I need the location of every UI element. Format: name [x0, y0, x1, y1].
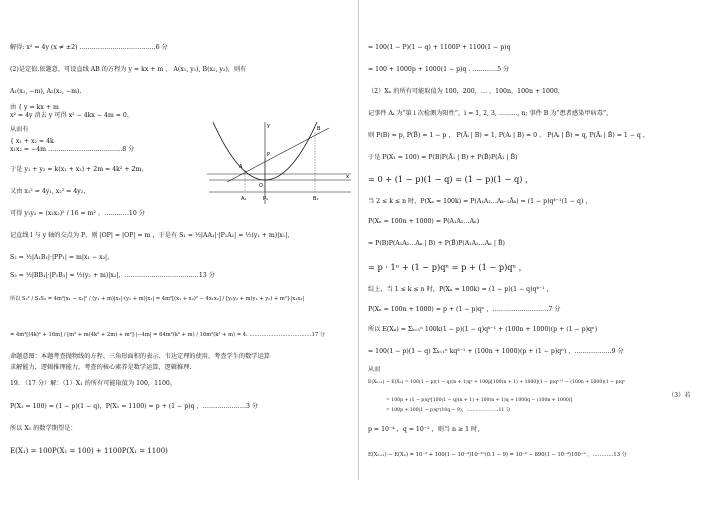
text-line: { x₁ + x₂ = 4k — [10, 138, 54, 145]
text-line: 所以 E(Xₙ) = Σₖ₌₁ⁿ 100k(1 − p)(1 − q)qᵏ⁻¹ + (100n + 1000)(p + (1 − p)qⁿ) — [368, 326, 598, 333]
text-line: 记直线 l 与 y 轴的交点为 P，则 |OP| = |OP| = m ，于是有 S₁ = ½|AA₁|·|P₁A₁| = ½(y₁ + m)|x₁|， — [10, 232, 294, 239]
text-line: 从而 — [368, 366, 381, 373]
text-line: 于是 P(X₁ = 100) = P(B)P(Ā₁ | B) + P(B̄)P(Ā₁ | B̄) — [368, 154, 518, 161]
text-line: P(Xₙ = 100n + 1000) = P(A₁A₂…Aₙ) — [368, 218, 480, 225]
text-line: = 100(1 − p)(1 − q) Σₖ₌₁ⁿ kqᵏ⁻¹ + (100n + 1000)(p + (1 − p)qⁿ) ，………………9 分 — [368, 348, 624, 355]
text-line: 则 P(B) = p, P(B̄) = 1 − p ， P(Āᵢ | B) = 1, P(Aᵢ | B) = 0 ， P(Aᵢ | B̄) = q, P(Āᵢ | B̄) = 1 − q ， — [368, 132, 650, 139]
text-line: 由 { y = kx + m — [10, 104, 59, 111]
text-line: 所以 X₁ 的数学期望是： — [10, 425, 77, 432]
right-column — [368, 0, 713, 508]
formula-line: E(Xₙ₊₁) − E(Xₙ) = 100(1 − p)(1 − q)(n + 1)qⁿ + 100p[100(n + 1) + 1000](1 − p)qⁿ⁺¹ − (100n + 1000)(1 − p)qⁿ — [368, 380, 626, 385]
text-line: 当 2 ≤ k ≤ n 时，P(Xₙ = 100k) = P(A₁A₂…Aₖ₋₁Āₖ) = (1 − p)qᵏ⁻¹(1 − q) ， — [368, 198, 592, 205]
text-line: 命题意图：本题考查抛物线的方程、三角形面积的表示、韦达定理的使用，考查学生的数学运算 — [10, 353, 270, 360]
column-divider — [358, 0, 359, 480]
text-line: = P(B)P(A₁A₂…Aₙ | B) + P(B̄)P(A₁A₂…Aₙ | B̄) — [368, 240, 505, 247]
label-o: O — [259, 183, 263, 189]
text-line: S₂ = ½|A₁B₁|·|PP₁| = m|x₁ − x₂|， — [10, 254, 114, 261]
text-line: 综上，当 1 ≤ k ≤ n 时，P(Xₙ = 100k) = (1 − p)(1 − q)qᵏ⁻¹ ， — [368, 286, 553, 293]
text-line: = 100(1 − P)(1 − q) + 1100P + 1100(1 − p)q — [368, 44, 511, 51]
text-line: （3）若 — [668, 392, 691, 399]
label-b: B — [317, 126, 321, 132]
formula-line: = 100p + 100(1 − p)qⁿ(10q − 9)，…………………11 分 — [386, 408, 511, 413]
formula-line: = 100p + (1 − p)qⁿ[100(1 − q)(n + 1) + 100(n + 1)q + 1000q − (100n + 1000)] — [386, 398, 573, 403]
text-line: = 0 + (1 − p)(1 − q) = (1 − p)(1 − q) ， — [368, 174, 534, 184]
text-line: A₁(x₁, −m), A₂(x₂, −m). — [10, 88, 82, 95]
text-line: 记事件 Aᵢ 为“第 i 次检测为阳性”，i = 1, 2, 3, ………, n; 事件 B 为“患者感染甲病毒”， — [368, 110, 613, 117]
text-line: = 100 + 1000p + 1000(1 − p)q . …………5 分 — [368, 66, 510, 73]
formula-line: = 4m²[(4k)² + 16m] / [m² + m(4k² + 2m) + m²]·|−4m| = 64m²(k² + m) / 16m²(k² + m) = 4. ………………………………17 分 — [10, 332, 326, 338]
parabola-diagram — [205, 120, 353, 205]
text-line: 于是 y₁ + y₂ = k(x₁ + x₂) + 2m = 4k² + 2m， — [10, 166, 148, 173]
text-line: 求解能力，逻辑推理能力，考查的核心素养是数学运算，逻辑推理. — [10, 364, 192, 371]
text-line: 解得: x² = 4y (x ≠ ±2) .………………………………6 分 — [10, 44, 168, 51]
text-line: 19. （17 分）解：（1）X₁ 的所有可能取值为 100，1100。 — [10, 380, 177, 387]
text-line: P(X₁ = 100) = (1 − p)(1 − q)，P(X₁ = 1100) = p + (1 − p)q ，…………………3 分 — [10, 403, 259, 410]
label-a1: A₁ — [241, 196, 247, 202]
text-line: （2）Xₙ 的所有可能取值为 100，200，… ，100n，100n + 1000， — [368, 88, 564, 95]
text-line: (2)是定值.依题意，可设直线 AB 的方程为 y = kx + m ， A(x₁, y₁), B(x₂, y₂)，则有 — [10, 66, 247, 73]
text-line: 可得 y₁y₂ = (x₁x₂)² / 16 = m² ，…………10 分 — [10, 210, 145, 217]
label-b1: B₁ — [313, 196, 319, 202]
label-x: x — [346, 174, 349, 180]
parabola-figure — [205, 120, 353, 205]
text-line: x² = 4y 消去 y 可得 x² − 4kx − 4m = 0， — [10, 112, 134, 119]
label-p: P — [267, 152, 271, 158]
text-line: P(Xₙ = 100n + 1000) = p + (1 − p)qⁿ ，………………………7 分 — [368, 306, 561, 313]
text-line: E(X₁) = 100P(X₁ = 100) + 1100P(X₁ = 1100) — [10, 447, 168, 455]
text-line: 从而有 — [10, 126, 29, 133]
formula-line: E(Xₙ₊₁) − E(Xₙ) = 10⁻² + 100(1 − 10⁻⁴)10⁻²ⁿ(0.1 − 9) = 10⁻² − 890(1 − 10⁻⁴)100⁻ⁿ ，…………13 分 — [368, 452, 627, 458]
text-line: S₃ = ½|BB₁|·|P₁B₁| = ½(y₂ + m)|x₂|，………………………………13 分 — [10, 272, 215, 279]
label-y: y — [267, 123, 270, 129]
text-line: x₁x₂ = −4m ………………………………8 分 — [10, 146, 135, 153]
text-line: 又由 x₁² = 4y₁, x₂² = 4y₂， — [10, 188, 90, 195]
label-p1: P₁ — [263, 196, 269, 202]
label-a: A — [239, 164, 243, 170]
formula-line: 所以 S₂² / S₁S₃ = 4m²|x₁ − x₂|² / (y₁ + m)|x₁|·(y₂ + m)|x₂| = 4m²[(x₁ + x₂)² − 4x₁x₂] / [y₁y₂ + m(y₁ + y₂) + m²]·|x₁x₂| — [10, 296, 305, 302]
left-column — [10, 0, 355, 508]
text-line: p = 10⁻⁴ ，q = 10⁻² ，则当 n ≥ 1 时， — [368, 426, 484, 433]
text-line: = p · 1ⁿ + (1 − p)qⁿ = p + (1 − p)qⁿ ， — [368, 262, 527, 272]
